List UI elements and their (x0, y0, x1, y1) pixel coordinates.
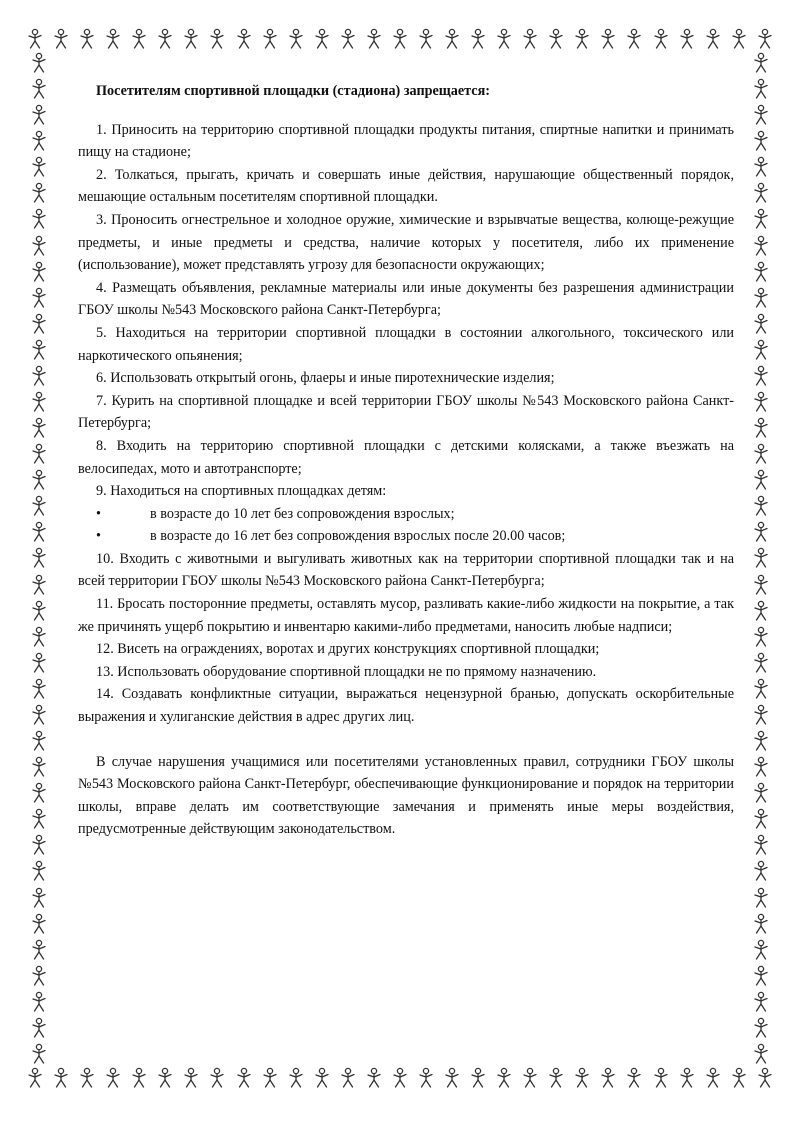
rule-item: 8. Входить на территорию спортивной площадки с детскими колясками, а также въезжать на велосипедах, мото и автотранспорте; (78, 437, 734, 477)
stick-figure-ornament-icon (30, 261, 48, 283)
stick-figure-ornament-icon (30, 443, 48, 465)
border-left (26, 52, 52, 1065)
stick-figure-ornament-icon (752, 78, 770, 100)
stick-figure-ornament-icon (752, 287, 770, 309)
stick-figure-ornament-icon (756, 28, 774, 50)
stick-figure-ornament-icon (417, 28, 435, 50)
stick-figure-ornament-icon (30, 547, 48, 569)
stick-figure-ornament-icon (78, 28, 96, 50)
stick-figure-ornament-icon (30, 939, 48, 961)
stick-figure-ornament-icon (30, 652, 48, 674)
stick-figure-ornament-icon (752, 574, 770, 596)
bullet-item (78, 503, 734, 526)
stick-figure-ornament-icon (313, 28, 331, 50)
stick-figure-ornament-icon (30, 521, 48, 543)
stick-figure-ornament-icon (752, 756, 770, 778)
stick-figure-ornament-icon (30, 313, 48, 335)
stick-figure-ornament-icon (752, 52, 770, 74)
stick-figure-ornament-icon (339, 1067, 357, 1089)
stick-figure-ornament-icon (752, 495, 770, 517)
stick-figure-ornament-icon (521, 1067, 539, 1089)
stick-figure-ornament-icon (261, 28, 279, 50)
stick-figure-ornament-icon (261, 1067, 279, 1089)
stick-figure-ornament-icon (417, 1067, 435, 1089)
stick-figure-ornament-icon (30, 574, 48, 596)
bullet-text: в возрасте до 16 лет без сопровождения взрослых после 20.00 часов; (150, 528, 566, 545)
stick-figure-ornament-icon (78, 1067, 96, 1089)
stick-figure-ornament-icon (30, 730, 48, 752)
stick-figure-ornament-icon (30, 130, 48, 152)
stick-figure-ornament-icon (30, 965, 48, 987)
stick-figure-ornament-icon (30, 756, 48, 778)
stick-figure-ornament-icon (339, 28, 357, 50)
rule-item: 9. Находиться на спортивных площадках детям: (96, 483, 387, 500)
stick-figure-ornament-icon (752, 104, 770, 126)
stick-figure-ornament-icon (30, 52, 48, 74)
stick-figure-ornament-icon (30, 495, 48, 517)
stick-figure-ornament-icon (704, 28, 722, 50)
stick-figure-ornament-icon (625, 28, 643, 50)
stick-figure-ornament-icon (752, 235, 770, 257)
rule-item: 5. Находиться на территории спортивной площадки в состоянии алкогольного, токсического или наркотического опьянения; (78, 324, 734, 364)
stick-figure-ornament-icon (752, 860, 770, 882)
stick-figure-ornament-icon (130, 28, 148, 50)
stick-figure-ornament-icon (313, 1067, 331, 1089)
border-top (26, 26, 774, 52)
stick-figure-ornament-icon (678, 28, 696, 50)
stick-figure-ornament-icon (26, 28, 44, 50)
stick-figure-ornament-icon (547, 28, 565, 50)
stick-figure-ornament-icon (752, 365, 770, 387)
stick-figure-ornament-icon (752, 626, 770, 648)
stick-figure-ornament-icon (30, 208, 48, 230)
stick-figure-ornament-icon (30, 991, 48, 1013)
stick-figure-ornament-icon (391, 1067, 409, 1089)
rule-item: 14. Создавать конфликтные ситуации, выражаться нецензурной бранью, допускать оскорбительные выражения и хулиганские действия в адрес других лиц. (78, 686, 734, 726)
stick-figure-ornament-icon (156, 28, 174, 50)
stick-figure-ornament-icon (30, 1017, 48, 1039)
stick-figure-ornament-icon (752, 652, 770, 674)
stick-figure-ornament-icon (752, 782, 770, 804)
stick-figure-ornament-icon (52, 1067, 70, 1089)
stick-figure-ornament-icon (573, 1067, 591, 1089)
stick-figure-ornament-icon (130, 1067, 148, 1089)
stick-figure-ornament-icon (752, 417, 770, 439)
stick-figure-ornament-icon (547, 1067, 565, 1089)
bullet-item (78, 525, 734, 548)
stick-figure-ornament-icon (30, 600, 48, 622)
stick-figure-ornament-icon (30, 860, 48, 882)
stick-figure-ornament-icon (365, 1067, 383, 1089)
rule-item: 1. Приносить на территорию спортивной площадки продукты питания, спиртные напитки и принимать пищу на стадионе; (78, 121, 734, 161)
stick-figure-ornament-icon (287, 1067, 305, 1089)
stick-figure-ornament-icon (752, 339, 770, 361)
stick-figure-ornament-icon (30, 182, 48, 204)
stick-figure-ornament-icon (752, 443, 770, 465)
stick-figure-ornament-icon (104, 1067, 122, 1089)
bullet-text: в возрасте до 10 лет без сопровождения взрослых; (150, 505, 455, 522)
stick-figure-ornament-icon (30, 235, 48, 257)
stick-figure-ornament-icon (752, 1043, 770, 1065)
stick-figure-ornament-icon (287, 28, 305, 50)
stick-figure-ornament-icon (752, 704, 770, 726)
stick-figure-ornament-icon (678, 1067, 696, 1089)
stick-figure-ornament-icon (752, 600, 770, 622)
stick-figure-ornament-icon (752, 939, 770, 961)
stick-figure-ornament-icon (235, 1067, 253, 1089)
border-right (748, 52, 774, 1065)
stick-figure-ornament-icon (30, 782, 48, 804)
stick-figure-ornament-icon (752, 808, 770, 830)
stick-figure-ornament-icon (30, 391, 48, 413)
stick-figure-ornament-icon (391, 28, 409, 50)
stick-figure-ornament-icon (752, 678, 770, 700)
rule-item: 7. Курить на спортивной площадке и всей территории ГБОУ школы №543 Московского района Санкт-Петербурга; (78, 392, 734, 432)
stick-figure-ornament-icon (30, 678, 48, 700)
stick-figure-ornament-icon (30, 1043, 48, 1065)
stick-figure-ornament-icon (752, 887, 770, 909)
closing-paragraph: В случае нарушения учащимися или посетителями установленных правил, сотрудники ГБОУ школы №543 Московского района Санкт-Петербург, обеспечивающие функционирование и порядок на территории школы, вправе делать им соответствующие замечания и применять иные меры воздействия, предусмотренные действующим законодательством. (78, 753, 734, 838)
stick-figure-ornament-icon (104, 28, 122, 50)
rule-item: 12. Висеть на ограждениях, воротах и других конструкциях спортивной площадки; (96, 641, 600, 658)
stick-figure-ornament-icon (652, 1067, 670, 1089)
document-body (78, 80, 734, 841)
stick-figure-ornament-icon (182, 1067, 200, 1089)
stick-figure-ornament-icon (30, 834, 48, 856)
stick-figure-ornament-icon (30, 417, 48, 439)
stick-figure-ornament-icon (599, 1067, 617, 1089)
rule-item: 10. Входить с животными и выгуливать животных как на территории спортивной площадки так и на всей территории ГБОУ школы №543 Московского района Санкт-Петербурга; (78, 550, 734, 590)
rule-item: 3. Проносить огнестрельное и холодное оружие, химические и взрывчатые вещества, колюще-режущие предметы, и иные предметы и средства, наличие которых у посетителя, либо их применение (использование), может представлять угрозу для безопасности окружающих; (78, 211, 734, 274)
stick-figure-ornament-icon (752, 130, 770, 152)
stick-figure-ornament-icon (730, 28, 748, 50)
stick-figure-ornament-icon (752, 261, 770, 283)
stick-figure-ornament-icon (30, 339, 48, 361)
document-heading: Посетителям спортивной площадки (стадиона) запрещается: (96, 83, 491, 99)
stick-figure-ornament-icon (730, 1067, 748, 1089)
stick-figure-ornament-icon (30, 365, 48, 387)
stick-figure-ornament-icon (208, 28, 226, 50)
rule-item: 4. Размещать объявления, рекламные материалы или иные документы без разрешения администрации ГБОУ школы №543 Московского района Санкт-Петербурга; (78, 279, 734, 319)
stick-figure-ornament-icon (30, 469, 48, 491)
stick-figure-ornament-icon (30, 287, 48, 309)
stick-figure-ornament-icon (752, 156, 770, 178)
stick-figure-ornament-icon (752, 1017, 770, 1039)
rule-item: 13. Использовать оборудование спортивной площадки не по прямому назначению. (96, 663, 597, 680)
stick-figure-ornament-icon (52, 28, 70, 50)
bullet-glyph: • (96, 528, 101, 545)
rule-item: 2. Толкаться, прыгать, кричать и совершать иные действия, нарушающие общественный порядок, мешающие остальным посетителям спортивной площадки. (78, 166, 734, 206)
stick-figure-ornament-icon (182, 28, 200, 50)
stick-figure-ornament-icon (752, 730, 770, 752)
stick-figure-ornament-icon (652, 28, 670, 50)
stick-figure-ornament-icon (235, 28, 253, 50)
border-bottom (26, 1065, 774, 1091)
stick-figure-ornament-icon (365, 28, 383, 50)
stick-figure-ornament-icon (26, 1067, 44, 1089)
stick-figure-ornament-icon (752, 208, 770, 230)
stick-figure-ornament-icon (752, 991, 770, 1013)
stick-figure-ornament-icon (756, 1067, 774, 1089)
stick-figure-ornament-icon (30, 887, 48, 909)
stick-figure-ornament-icon (443, 28, 461, 50)
stick-figure-ornament-icon (208, 1067, 226, 1089)
stick-figure-ornament-icon (495, 28, 513, 50)
stick-figure-ornament-icon (752, 182, 770, 204)
stick-figure-ornament-icon (752, 913, 770, 935)
stick-figure-ornament-icon (752, 313, 770, 335)
stick-figure-ornament-icon (752, 547, 770, 569)
stick-figure-ornament-icon (443, 1067, 461, 1089)
stick-figure-ornament-icon (704, 1067, 722, 1089)
stick-figure-ornament-icon (752, 965, 770, 987)
stick-figure-ornament-icon (30, 156, 48, 178)
stick-figure-ornament-icon (752, 521, 770, 543)
bullet-glyph: • (96, 505, 101, 522)
stick-figure-ornament-icon (752, 469, 770, 491)
stick-figure-ornament-icon (30, 104, 48, 126)
stick-figure-ornament-icon (30, 808, 48, 830)
stick-figure-ornament-icon (752, 391, 770, 413)
rule-item: 11. Бросать посторонние предметы, оставлять мусор, разливать какие-либо жидкости на покрытие, а так же причинять ущерб покрытию и инвентарю какими-либо предметами, наносить любые надписи; (78, 596, 734, 635)
stick-figure-ornament-icon (30, 913, 48, 935)
stick-figure-ornament-icon (625, 1067, 643, 1089)
stick-figure-ornament-icon (469, 28, 487, 50)
stick-figure-ornament-icon (30, 78, 48, 100)
stick-figure-ornament-icon (752, 834, 770, 856)
stick-figure-ornament-icon (599, 28, 617, 50)
stick-figure-ornament-icon (469, 1067, 487, 1089)
stick-figure-ornament-icon (30, 704, 48, 726)
stick-figure-ornament-icon (573, 28, 591, 50)
stick-figure-ornament-icon (521, 28, 539, 50)
stick-figure-ornament-icon (30, 626, 48, 648)
stick-figure-ornament-icon (156, 1067, 174, 1089)
stick-figure-ornament-icon (495, 1067, 513, 1089)
rule-item: 6. Использовать открытый огонь, флаеры и иные пиротехнические изделия; (96, 370, 555, 387)
